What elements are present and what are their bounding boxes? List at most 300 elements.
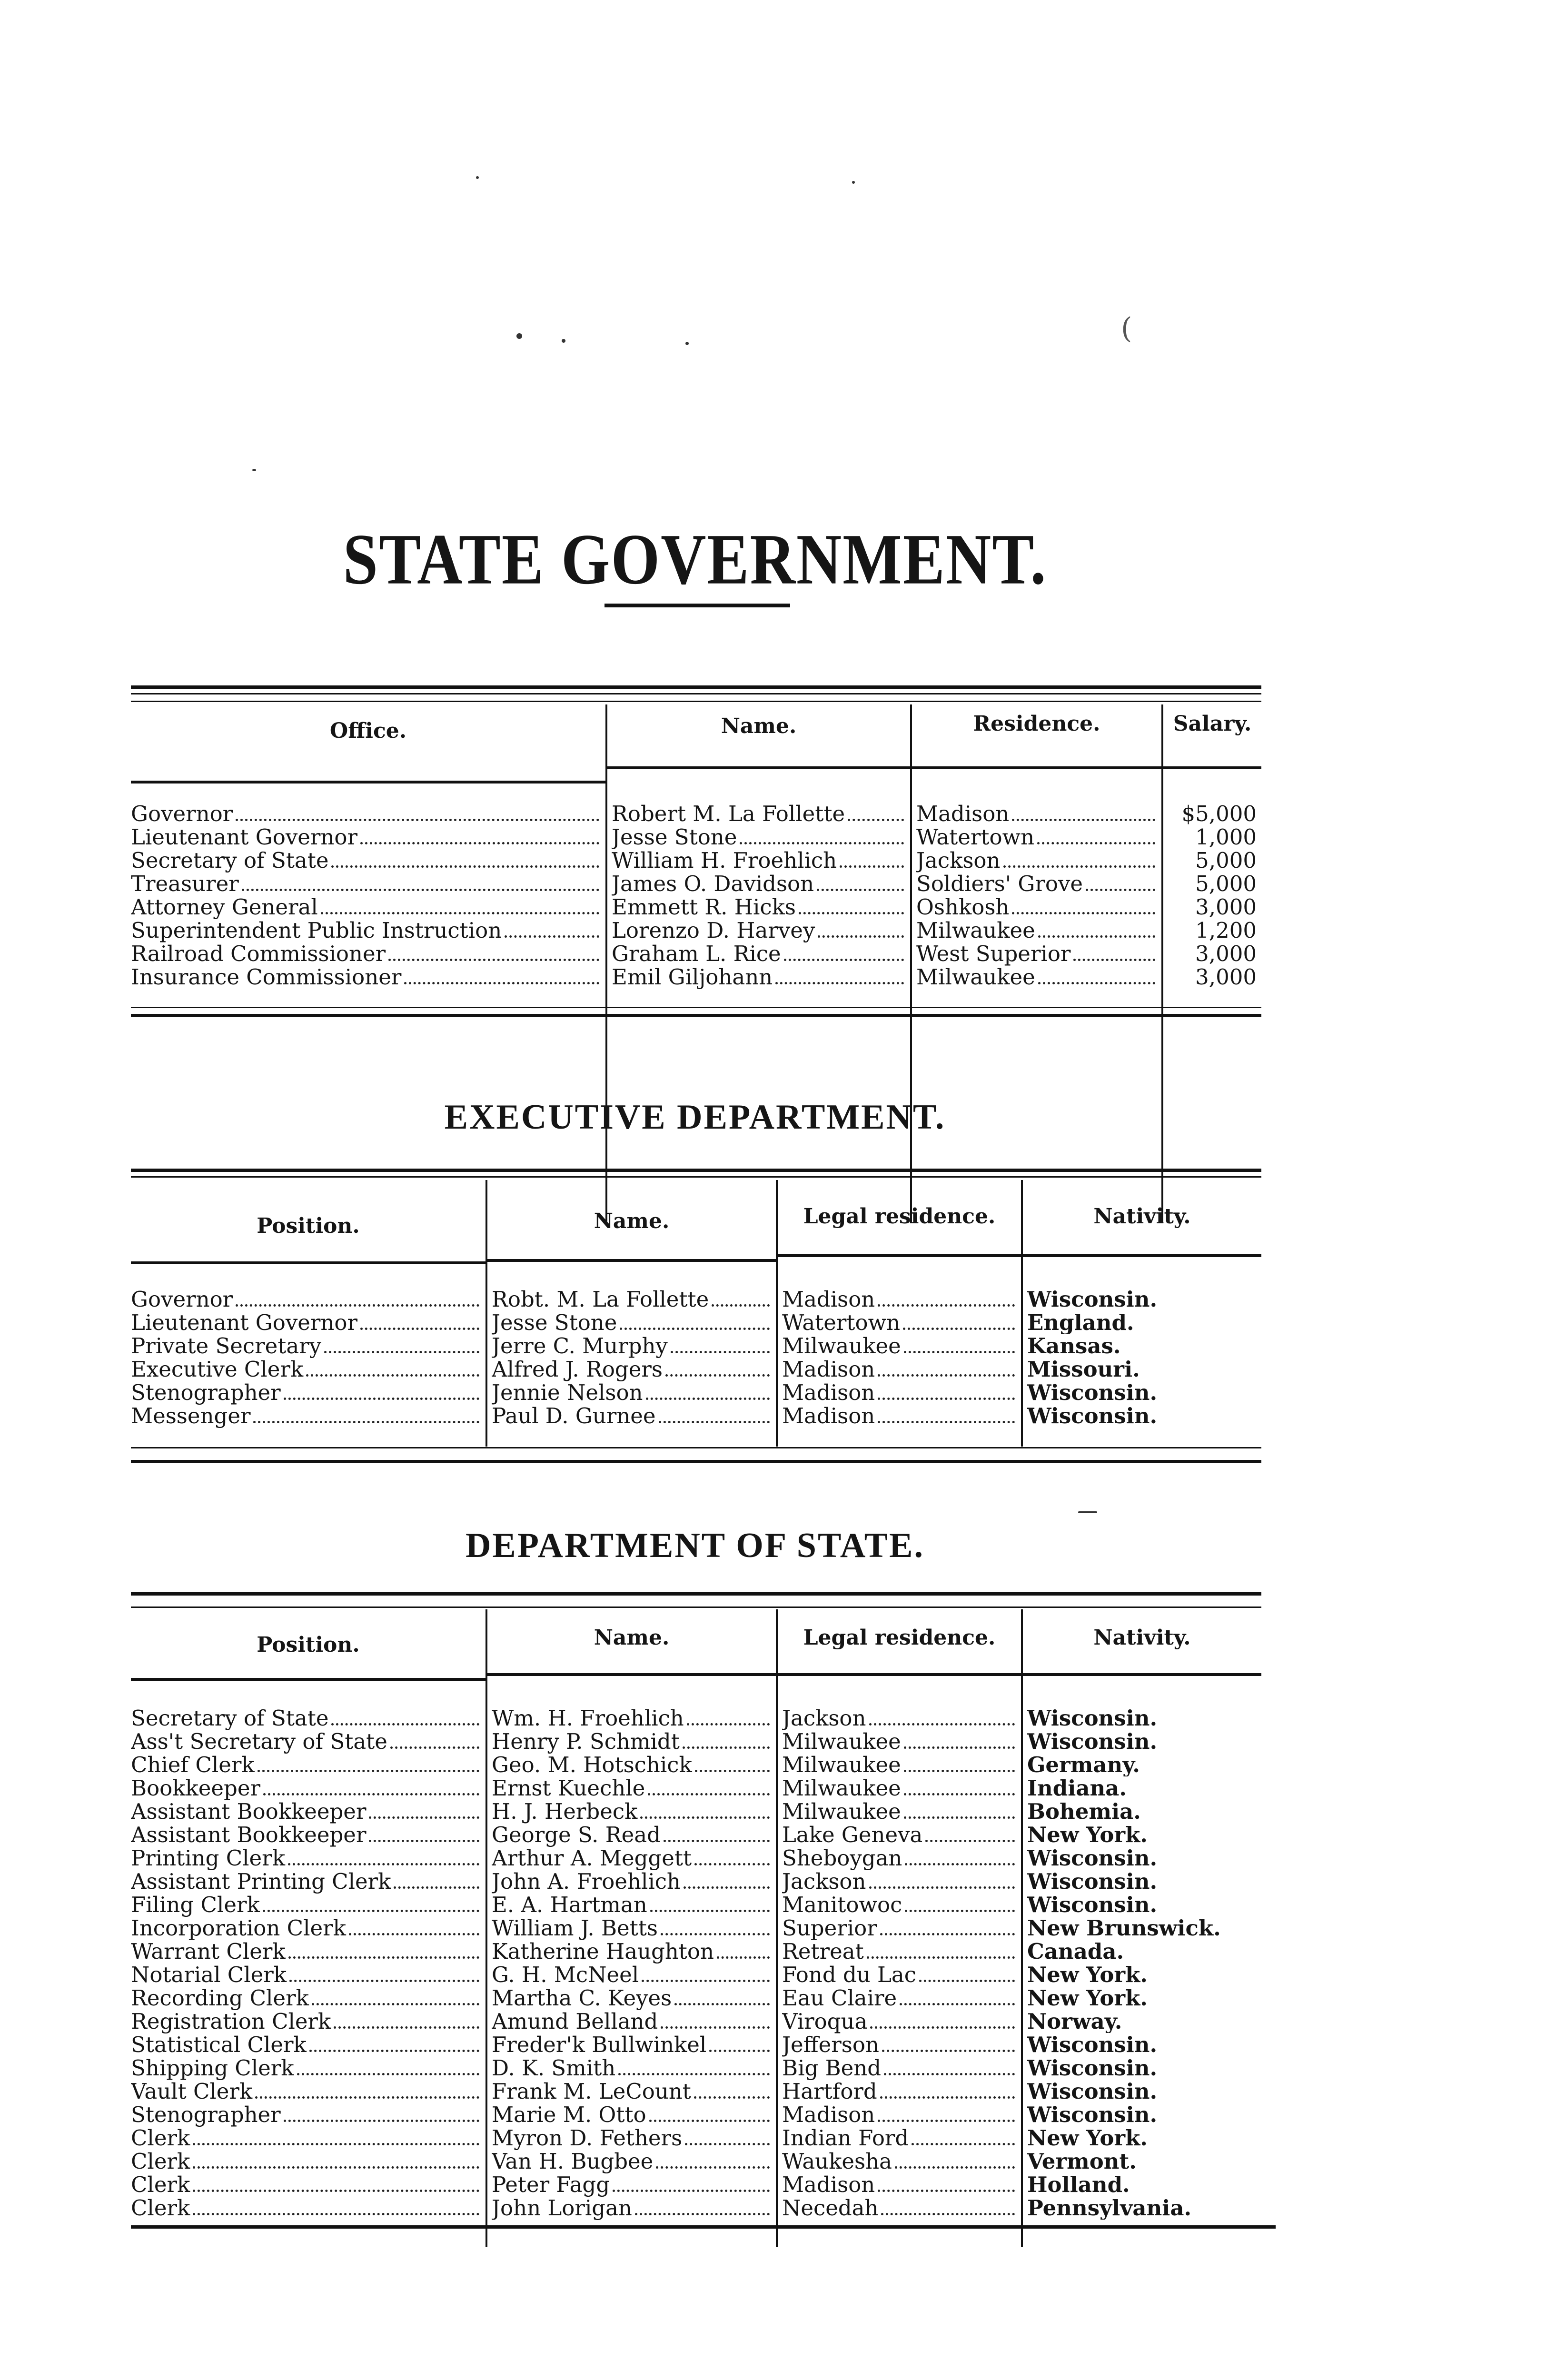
table-row [131,1800,1261,1823]
executive-department-title: EXECUTIVE DEPARTMENT. [444,1098,946,1137]
dot-leader [683,1746,770,1749]
nativity-cell: New Brunswick. [1027,1916,1221,1940]
dot-leader [650,1910,770,1912]
residence-cell [916,919,1158,942]
residence-cell [782,2056,1018,2080]
position-cell-text: Printing Clerk [131,1846,285,1870]
position-cell [131,1800,482,1824]
residence-cell-text: Necedah [782,2196,879,2220]
nativity-cell: Wisconsin. [1027,1870,1158,1893]
office-cell-text: Railroad Commissioner [131,942,386,966]
dot-leader [674,2003,770,2005]
position-cell-text: Chief Clerk [131,1753,255,1777]
dot-leader [255,2096,479,2099]
residence-cell-text: Hartford [782,2080,877,2103]
residence-cell [782,1311,1018,1335]
table-row [131,1334,1261,1358]
name-cell-text: Van H. Bugbee [492,2150,654,2173]
nativity-cell: Vermont. [1027,2150,1137,2173]
residence-cell-text: Jackson [782,1870,866,1894]
name-cell [492,1753,773,1777]
scan-speck [252,469,256,471]
name-cell [492,1334,773,1358]
office-cell [131,919,602,942]
dot-leader [904,1793,1015,1795]
dot-leader [388,959,599,961]
dot-leader [869,1886,1015,1889]
name-cell-text: Alfred J. Rogers [492,1358,663,1381]
position-cell-text: Lieutenant Governor [131,1311,357,1335]
name-cell-text: Wm. H. Froehlich [492,1706,684,1730]
dot-leader [818,935,904,938]
name-cell [492,1730,773,1754]
dot-leader [740,842,904,844]
position-cell [131,1940,482,1964]
residence-cell [782,1706,1018,1730]
nativity-cell: Wisconsin. [1027,2056,1158,2080]
office-cell-text: Lieutenant Governor [131,825,357,849]
table-row [131,2033,1261,2056]
office-cell [131,849,602,873]
office-cell [131,895,602,919]
residence-cell-text: Soldiers' Grove [916,872,1083,896]
table-row [131,895,1261,919]
header-underline [487,1259,776,1262]
table-bottom-rule [131,1014,1261,1017]
dot-leader [505,935,599,938]
name-cell-text: Jennie Nelson [492,1381,643,1405]
dot-leader [817,889,904,891]
dot-leader [685,2143,770,2145]
table-top-rule [131,1592,1261,1596]
position-cell [131,2056,482,2080]
dot-leader [904,1770,1015,1772]
header-underline [778,1673,1021,1676]
salary-cell: $5,000 [1181,802,1257,825]
name-cell-text: Emmett R. Hicks [612,895,796,919]
dot-leader [884,2073,1015,2075]
position-cell [131,1381,482,1405]
dot-leader [775,982,904,984]
dot-leader [620,1328,770,1330]
position-cell [131,1823,482,1847]
name-cell [492,2173,773,2197]
office-cell-text: Secretary of State [131,849,329,873]
dot-leader [404,982,599,984]
nativity-cell: Wisconsin. [1027,1288,1158,1311]
table-row [131,1311,1261,1334]
name-cell-text: Henry P. Schmidt [492,1730,680,1754]
office-cell-text: Attorney General [131,895,318,919]
position-cell [131,1358,482,1381]
dot-leader [904,1816,1015,1819]
dot-leader [695,1770,770,1772]
department-of-state-title: DEPARTMENT OF STATE. [465,1526,924,1565]
residence-cell [782,1730,1018,1754]
name-cell-text: John A. Froehlich [492,1870,681,1894]
residence-cell [782,2196,1018,2220]
residence-cell [782,2173,1018,2197]
nativity-cell: Germany. [1027,1753,1140,1776]
residence-cell-text: Madison [782,1404,875,1428]
residence-cell-text: Manitowoc [782,1893,902,1917]
residence-cell [916,942,1158,966]
dot-leader [263,1910,479,1912]
position-cell [131,1753,482,1777]
position-cell-text: Assistant Bookkeeper [131,1800,367,1824]
office-cell-text: Insurance Commissioner [131,965,402,989]
office-cell-text: Governor [131,802,233,826]
table-top-rule-inner [131,1176,1261,1178]
nativity-cell: Wisconsin. [1027,2080,1158,2103]
dot-leader [1003,865,1155,868]
residence-cell [782,1846,1018,1870]
residence-cell [782,1940,1018,1964]
residence-cell-text: West Superior [916,942,1071,966]
dot-leader [665,1374,770,1377]
residence-cell-text: Watertown [916,825,1035,849]
table-row [131,2173,1261,2196]
dot-leader [1038,935,1155,938]
dot-leader [635,2213,770,2215]
name-cell [492,2080,773,2103]
dot-leader [848,819,904,821]
table-row [131,919,1261,942]
residence-cell-text: Madison [782,2103,875,2127]
name-cell [612,825,907,849]
name-cell-text: Freder'k Bullwinkel [492,2033,707,2057]
dot-leader [360,842,599,844]
header-underline [778,1254,1021,1257]
table-top-rule-inner [131,701,1261,702]
name-cell-text: Myron D. Fethers [492,2126,683,2150]
residence-cell-text: Fond du Lac [782,1963,916,1987]
table-row [131,1358,1261,1381]
name-cell-text: Robt. M. La Follette [492,1288,709,1311]
residence-cell-text: Big Bend [782,2056,882,2080]
scan-speck [516,333,522,339]
dot-leader [878,1374,1015,1377]
name-cell-text: Jesse Stone [492,1311,617,1335]
dot-leader [640,1816,770,1819]
table-row [131,1753,1261,1776]
office-cell [131,942,602,966]
table-top-rule [131,685,1261,689]
name-cell [492,1800,773,1824]
position-cell [131,1963,482,1987]
name-cell [492,1940,773,1964]
dot-leader [912,2143,1015,2145]
header-underline [131,1678,486,1681]
name-cell [492,2196,773,2220]
residence-cell-text: Jackson [916,849,1001,873]
name-cell [612,849,907,873]
dot-leader [671,1351,770,1353]
name-cell-text: G. H. McNeel [492,1963,639,1987]
position-cell-text: Private Secretary [131,1334,322,1358]
scan-mark: ( [1121,312,1132,345]
salary-cell: 3,000 [1195,895,1257,919]
nativity-cell: Wisconsin. [1027,2033,1158,2056]
residence-cell [782,2010,1018,2033]
position-cell-text: Bookkeeper [131,1776,260,1800]
header-underline [131,1261,486,1264]
name-cell [492,1358,773,1381]
residence-cell-text: Watertown [782,1311,901,1335]
name-cell [492,1776,773,1800]
dot-leader [312,2003,479,2005]
table-row [131,2010,1261,2033]
residence-cell [782,1823,1018,1847]
column-header-position: Position. [257,1633,360,1657]
nativity-cell: Wisconsin. [1027,1381,1158,1404]
scan-speck [476,176,479,179]
column-header-name: Name. [594,1209,670,1233]
header-underline [1023,1673,1261,1676]
dot-leader [878,1421,1015,1423]
table-row [131,965,1261,989]
nativity-cell: Pennsylvania. [1027,2196,1192,2220]
dot-leader [656,2166,770,2169]
dot-leader [661,2026,770,2029]
dot-leader [881,2213,1015,2215]
dot-leader [334,2026,479,2029]
office-cell [131,802,602,826]
name-cell-text: Robert M. La Follette [612,802,845,826]
name-cell [492,2056,773,2080]
nativity-cell: Missouri. [1027,1358,1140,1381]
table-row [131,2126,1261,2150]
residence-cell [916,849,1158,873]
dot-leader [870,2026,1015,2029]
salary-cell: 1,000 [1195,825,1257,849]
nativity-cell: Wisconsin. [1027,1706,1158,1730]
position-cell-text: Secretary of State [131,1706,329,1730]
dot-leader [900,2003,1015,2005]
dot-leader [903,1328,1015,1330]
name-cell [492,2010,773,2033]
dot-leader [694,2096,770,2099]
dot-leader [664,1840,770,1842]
table-row [131,1916,1261,1940]
dot-leader [880,2096,1015,2099]
scan-speck [852,181,855,184]
dot-leader [284,2120,479,2122]
position-cell-text: Clerk [131,2196,190,2220]
position-cell [131,1846,482,1870]
dot-leader [618,2073,770,2075]
name-cell-text: Paul D. Gurnee [492,1404,656,1428]
position-cell [131,1706,482,1730]
dot-leader [687,1723,770,1726]
position-cell-text: Recording Clerk [131,1986,309,2010]
header-underline [1023,1254,1261,1257]
position-cell [131,1916,482,1940]
state-government-table [131,685,1261,1028]
table-top-rule-inner [131,1606,1261,1608]
residence-cell [782,1381,1018,1405]
name-cell-text: Lorenzo D. Harvey [612,919,815,942]
dot-leader [193,2166,479,2169]
residence-cell-text: Milwaukee [782,1753,901,1777]
residence-cell [782,1358,1018,1381]
table-bottom-rule [131,1007,1261,1008]
dot-leader [309,2050,479,2052]
residence-cell [916,825,1158,849]
position-cell-text: Filing Clerk [131,1893,260,1917]
residence-cell-text: Madison [916,802,1010,826]
dot-leader [904,1351,1015,1353]
column-header-nativity: Nativity. [1093,1626,1191,1650]
dot-leader [1012,912,1155,914]
residence-cell-text: Jefferson [782,2033,879,2057]
state-government-rows [131,802,1261,989]
position-cell-text: Stenographer [131,2103,281,2127]
name-cell [492,1846,773,1870]
name-cell-text: Ernst Kuechle [492,1776,645,1800]
residence-cell [782,1893,1018,1917]
position-cell-text: Registration Clerk [131,2010,331,2033]
residence-cell [916,965,1158,989]
executive-department-rows [131,1288,1261,1428]
nativity-cell: New York. [1027,1823,1148,1846]
residence-cell [782,2150,1018,2173]
residence-cell [782,2080,1018,2103]
residence-cell-text: Milwaukee [782,1800,901,1824]
residence-cell [916,895,1158,919]
residence-cell [782,1870,1018,1894]
position-cell [131,2103,482,2127]
header-underline [487,1673,776,1676]
dot-leader [360,1328,479,1330]
residence-cell-text: Oshkosh [916,895,1010,919]
name-cell-text: William H. Froehlich [612,849,837,873]
residence-cell [782,2033,1018,2057]
name-cell-text: William J. Betts [492,1916,658,1940]
position-cell-text: Shipping Clerk [131,2056,294,2080]
office-cell [131,872,602,896]
salary-cell: 5,000 [1195,849,1257,872]
dot-leader [661,1933,770,1935]
dot-leader [258,1770,479,1772]
table-row [131,1940,1261,1963]
table-row [131,942,1261,965]
table-row [131,1381,1261,1404]
dot-leader [717,1956,770,1959]
nativity-cell: New York. [1027,1986,1148,2010]
position-cell-text: Ass't Secretary of State [131,1730,387,1754]
dot-leader [390,1746,479,1749]
position-cell-text: Assistant Bookkeeper [131,1823,367,1847]
table-row [131,2103,1261,2126]
residence-cell-text: Milwaukee [782,1776,901,1800]
table-row [131,1823,1261,1846]
dot-leader [193,2213,479,2215]
dot-leader [369,1816,479,1819]
dot-leader [904,1746,1015,1749]
column-header-salary: Salary. [1173,712,1252,736]
position-cell [131,2173,482,2197]
dot-leader [288,1956,479,1959]
dot-leader [648,1793,770,1795]
dot-leader [1086,889,1155,891]
nativity-cell: Canada. [1027,1940,1124,1963]
dot-leader [659,1421,770,1423]
name-cell-text: Emil Giljohann [612,965,773,989]
residence-cell-text: Milwaukee [782,1334,901,1358]
dot-leader [905,1863,1015,1865]
name-cell [612,872,907,896]
dot-leader [321,912,599,914]
header-underline [607,766,910,769]
name-cell-text: Graham L. Rice [612,942,781,966]
table-row [131,2196,1261,2220]
position-cell [131,1986,482,2010]
dot-leader [1037,842,1155,844]
name-cell [612,802,907,826]
nativity-cell: New York. [1027,1963,1148,1986]
residence-cell [782,1288,1018,1311]
dot-leader [1038,982,1155,984]
nativity-cell: Norway. [1027,2010,1122,2033]
dot-leader [236,819,599,821]
salary-cell: 1,200 [1195,919,1257,942]
table-top-rule [131,1169,1261,1172]
dot-leader [878,1304,1015,1307]
position-cell [131,2196,482,2220]
dot-leader [709,2050,770,2052]
name-cell-text: George S. Read [492,1823,661,1847]
dot-leader [1012,819,1155,821]
header-underline [912,766,1161,769]
nativity-cell: Wisconsin. [1027,1846,1158,1870]
name-cell-text: D. K. Smith [492,2056,616,2080]
salary-cell: 3,000 [1195,942,1257,965]
column-header-residence: Residence. [973,712,1100,736]
scan-speck [685,342,689,345]
scan-speck [562,339,565,343]
dot-leader [1073,959,1155,961]
table-row [131,1730,1261,1753]
name-cell [492,1706,773,1730]
dot-leader [784,959,904,961]
name-cell-text: Martha C. Keyes [492,1986,672,2010]
dot-leader [878,2190,1015,2192]
residence-cell-text: Milwaukee [916,965,1035,989]
nativity-cell: New York. [1027,2126,1148,2150]
position-cell [131,1288,482,1311]
executive-department-table [131,1169,1261,1478]
residence-cell [782,1334,1018,1358]
position-cell-text: Clerk [131,2173,190,2197]
residence-cell [782,1776,1018,1800]
residence-cell-text: Milwaukee [782,1730,901,1754]
nativity-cell: England. [1027,1311,1134,1334]
residence-cell-text: Madison [782,1288,875,1311]
residence-cell [782,1404,1018,1428]
table-row [131,1870,1261,1893]
nativity-cell: Kansas. [1027,1334,1121,1358]
dot-leader [236,1304,479,1307]
residence-cell-text: Sheboygan [782,1846,902,1870]
dot-leader [193,2143,479,2145]
table-bottom-rule [131,1460,1261,1463]
dot-leader [394,1886,479,1889]
table-row [131,2080,1261,2103]
header-underline [1163,766,1261,769]
table-row [131,849,1261,872]
residence-cell-text: Madison [782,1358,875,1381]
